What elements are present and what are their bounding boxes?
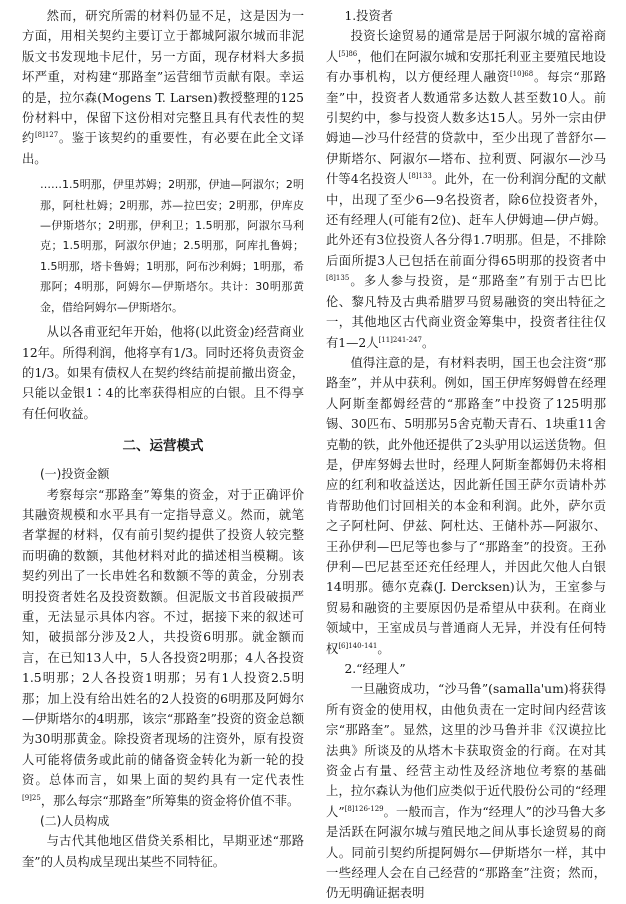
contract-quote: ……1.5明那，伊里苏姆；2明那，伊迪—阿淑尔；2明那，阿杜杜姆；2明那，苏—拉巴安；2明那，伊库皮—伊斯塔尔；2明那，伊利卫；1.5明那，阿淑尔马利克；1.5明那，阿淑尔伊迪；2.5明那，阿库扎鲁姆；1.5明那，塔卡鲁姆；1明那，阿布沙利姆；1明那，希那阿；4明那，阿姆尔—伊斯塔尔。共计：30明那黄金，借给阿姆尔—伊斯塔尔。 — [40, 178, 304, 314]
right-column — [326, 6, 606, 904]
subsection-heading: 2.“经理人” — [344, 662, 406, 676]
paragraph: 然而，研究所需的材料仍显不足，这是因为一方面，用相关契约主要订立于都城阿淑尔城而非泥版文书发现地卡尼什，另一方面，现存材料大多损坏严重，对构建“那路奎”运营细节贡献有限。幸运的是，拉尔森(Mogens T. Larsen)教授整理的125份材料中，保留下这份相对完整且具有代表性的契约$^{[8]127}$。鉴于该契约的重要性，有必要在此全文译出。 — [22, 9, 304, 166]
citation: [6]140-141 — [338, 641, 378, 650]
citation: [8]135 — [326, 274, 350, 283]
citation: [8]133 — [408, 172, 432, 181]
paragraph: 值得注意的是，有材料表明，国王也会注资“那路奎”，并从中获利。例如，国王伊库努姆曾在经理人阿斯奎都姆经营的“那路奎”中投资了125明那锡、30匹布、5明那另5舍克勒天青石、1块重11舍克勒的铁，此外他还提供了2头驴用以运送货物。但是，伊库努姆去世时，经理人阿斯奎都姆仍未将相应的红利和收益送达，因此新任国王萨尔贡请朴苏肯帮助他们讨回相关的本金和利润。此外，萨尔贡之子阿杜阿、伊兹、阿杜达、王储朴苏—阿淑尔、王孙伊利—巴尼等也参与了“那路奎”的投资。王孙伊利—巴尼甚至还充任经理人，并因此欠他人白银14明那。德尔克森(J. Dercksen)认为，王室参与贸易和融资的主要原因仍是希望从中获利。在商业领域中，王室成员与普通商人无异，并没有任何特权$^{[6]140-141}$。 — [326, 355, 606, 656]
paragraph: 与古代其他地区借贷关系相比，早期亚述“那路奎”的人员构成呈现出某些不同特征。 — [22, 834, 304, 869]
citation: [9]25 — [22, 793, 41, 802]
subsection-heading: 1.投资者 — [344, 9, 394, 23]
paragraph: 从以各甫亚纪年开始，他将(以此资金)经营商业12年。所得利润，他将享有1/3。同时还将负责资金的1/3。如果有债权人在契约终结前提前撤出资金，只能以金银1∶4的比率获得相应的白银。且不得享有任何收益。 — [22, 325, 304, 421]
left-column — [22, 6, 304, 872]
paragraph: 考察每宗“那路奎”筹集的资金，对于正确评价其融资规模和水平具有一定指导意义。然而，就笔者掌握的材料，仅有前引契约提供了投资人较完整而明确的数额，其他材料对此的描述相当模糊。该契约列出了一长串姓名和数额不等的黄金，分别表明投资者姓名及投资数额。但泥版文书首段破损严重，无法显示具体内容。不过，据接下来的叙述可知，破损部分涉及2人，共投资6明那。就金额而言，在已知13人中，5人各投资2明那；4人各投资1.5明那；2人各投资1明那；另有1人投资2.5明那；加上没有给出姓名的2人投资的6明那及阿姆尔—伊斯塔尔的4明那，该宗“那路奎”投资的资金总额为30明那黄金。除投资者现场的注资外，原有投资人可能将债务或此前的储备资金转化为新一轮的投资。总体而言，如果上面的契约具有一定代表性$^{[9]25}$，那么每宗“那路奎”所筹集的资金将价值不菲。 — [22, 487, 304, 808]
citation: [8]127 — [34, 131, 59, 140]
citation: [11]241-247 — [378, 335, 423, 344]
paragraph: 一旦融资成功，“沙马鲁”(samalla'um)将获得所有资金的使用权，由他负责在一定时间内经营该宗“那路奎”。显然，这里的沙马鲁并非《汉谟拉比法典》所谈及的从塔木卡获取资金的行商。在对其资金占有量、经营主动性及经济地位考察的基础上，拉尔森认为他们应类似于近代股份公司的“经理人”$^{[8]126-129}$。一般而言，作为“经理人”的沙马鲁大多是活跃在阿淑尔城与殖民地之间从事长途贸易的商人。同前引契约所提阿姆尔—伊斯塔尔一样，其中一些经理人会在自己经营的“那路奎”注资；然而，仍无明确证据表明 — [326, 682, 606, 901]
subsection-heading: (二)人员构成 — [40, 814, 110, 829]
subsection-heading: (一)投资金额 — [40, 467, 110, 482]
section-title: 二、运营模式 — [122, 438, 204, 455]
paragraph: 投资长途贸易的通常是居于阿淑尔城的富裕商人$^{[5]86}$，他们在阿淑尔城和安那托利亚主要殖民地设有办事机构，以方便经理人融资$^{[10]68}$。每宗“那路奎”中，投资者人数通常多达数人甚至数10人。前引契约中，参与投资人数多达15人。另外一宗由伊姆迪—沙马什经营的贷款中，至少出现了普舒尔—伊斯塔尔、阿淑尔—塔布、拉利贾、阿淑尔—沙马什等4名投资人$^{[8]133}$。此外，在一份利润分配的文献中，出现了至少6—9名投资者，除6位投资者外，还有经理人(可能有2位)、赶车人伊姆迪—伊卢姆。此外还有3位投资人各分得1.7明那。但是，不排除后面所提3人已包括在前面分得65明那的投资者中$^{[8]135}$。多人参与投资，是“那路奎”有别于古巴比伦、黎凡特及古典希腊罗马贸易融资的突出特征之一，其他地区古代商业资金筹集中，投资者往往仅有1—2人$^{[11]241-247}$。 — [326, 29, 606, 350]
citation: [10]68 — [509, 70, 534, 79]
citation: [8]126-129 — [344, 804, 384, 813]
citation: [5]86 — [338, 49, 358, 58]
